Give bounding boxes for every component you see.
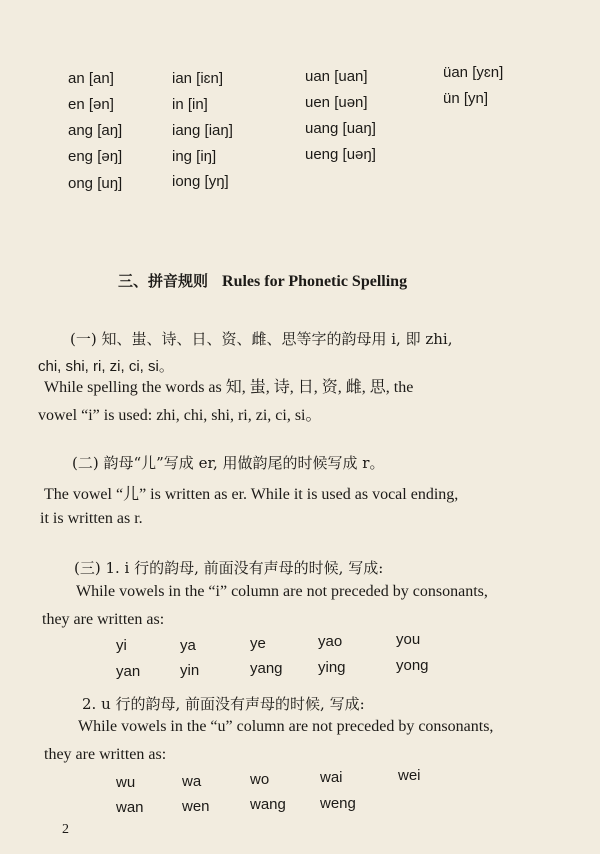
rule4-cn-line1: 2. u 行的韵母, 前面没有声母的时候, 写成: [82,695,365,713]
vowel-cell: ong [uŋ] [68,175,123,192]
vowel-cell: üan [yɛn] [443,64,504,81]
example-syllable: ying [318,659,346,676]
example-syllable: weng [320,795,356,812]
section-title-en: Rules for Phonetic Spelling [222,273,408,290]
vowel-cell: iang [iaŋ] [172,122,233,139]
rule4-en-line2: they are written as: [44,746,167,763]
example-syllable: ye [250,635,266,652]
example-syllable: you [396,631,421,648]
vowel-cell: in [in] [172,96,208,113]
section-title-cn: 三、拼音规则 [118,272,209,290]
rule4-en-line1: While vowels in the “u” column are not preceded by consonants, [78,718,494,735]
rule1-cn-line1: (一) 知、蚩、诗、日、资、雌、思等字的韵母用 i, 即 zhi, [70,330,453,348]
example-syllable: wai [320,769,343,786]
rule3-en-line2: they are written as: [42,611,165,628]
section-heading [118,270,407,291]
vowel-cell: uen [uən] [305,94,368,111]
vowel-cell: ian [iɛn] [172,70,224,87]
rule3-cn-line1: (三) 1. i 行的韵母, 前面没有声母的时候, 写成: [74,559,384,577]
example-syllable: wo [250,771,270,788]
vowel-cell: ing [iŋ] [172,148,217,165]
rule1-en-line1: While spelling the words as 知, 蚩, 诗, 日, 资, 雌, 思, the [44,379,414,396]
example-syllable: wei [398,767,421,784]
vowel-cell: uan [uan] [305,68,368,85]
example-syllable: yang [250,660,283,677]
vowel-cell: ueng [uəŋ] [305,146,376,163]
vowel-cell: eng [əŋ] [68,148,123,165]
rule1-cn-line2: chi, shi, ri, zi, ci, si。 [38,358,174,375]
example-syllable: wan [116,799,144,816]
example-syllable: wa [182,773,202,790]
rule2-cn-line1: (二) 韵母“儿”写成 er, 用做韵尾的时候写成 r。 [72,454,385,472]
example-syllable: yin [180,662,200,679]
rule3-en-line1: While vowels in the “i” column are not preceded by consonants, [76,583,488,600]
example-syllable: wang [250,796,286,813]
example-syllable: yi [116,637,127,654]
rule1-en-line2: vowel “i” is used: zhi, chi, shi, ri, zi, ci, si。 [38,407,322,424]
vowel-cell: ang [aŋ] [68,122,123,139]
example-syllable: yan [116,663,141,680]
example-syllable: yong [396,657,429,674]
rule2-en-line1: The vowel “儿” is written as er. While it is used as vocal ending, [44,486,459,503]
example-syllable: wen [182,798,210,815]
example-syllable: wu [116,774,136,791]
example-syllable: yao [318,633,343,650]
example-syllable: ya [180,637,196,654]
rule2-en-line2: it is written as r. [40,510,143,527]
vowel-cell: uang [uaŋ] [305,120,376,137]
vowel-cell: en [ən] [68,96,114,113]
vowel-cell: ün [yn] [443,90,489,107]
vowel-cell: an [an] [68,70,114,87]
page-number: 2 [62,822,69,837]
vowel-cell: iong [yŋ] [172,173,229,190]
